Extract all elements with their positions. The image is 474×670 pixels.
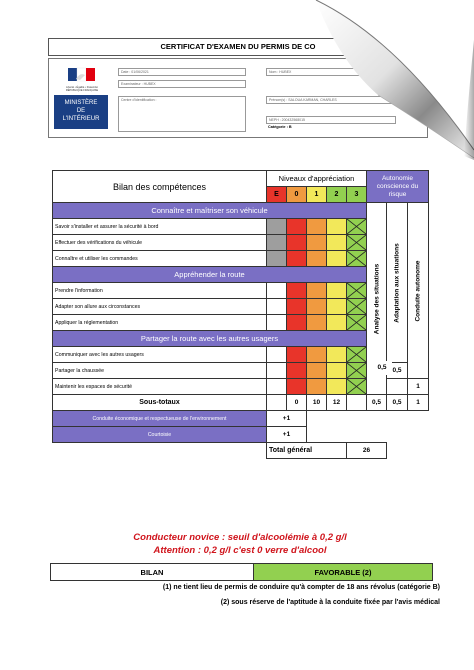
competence-item: Effectuer des vérifications du véhicule [53, 235, 267, 251]
competences-table [52, 170, 429, 459]
competence-item: Maintenir les espaces de sécurité [53, 379, 267, 395]
footnote-1: (1) ne tient lieu de permis de conduire qu'à compter de 18 ans révolus (catégorie B) [162, 584, 440, 591]
subtotal-value: 0 [287, 395, 307, 411]
checked-mark-icon [347, 235, 367, 251]
date-field: Date : 01/06/2021 [118, 68, 246, 76]
subtotal-value: 10 [307, 395, 327, 411]
level-e: E [267, 187, 287, 203]
subtotal-value: 12 [327, 395, 347, 411]
nom-field: Nom : HUBEX [266, 68, 396, 76]
competence-item: Adapter son allure aux circonstances [53, 299, 267, 315]
section-header: Connaître et maîtriser son véhicule [53, 203, 367, 219]
analyse-situations-column: Analyse des situations [367, 203, 387, 395]
competence-item: Prendre l'information [53, 283, 267, 299]
ministere-label: MINISTÈRE DE L'INTÉRIEUR [54, 95, 108, 129]
section-header: Partager la route avec les autres usagers [53, 331, 367, 347]
centre-field: Centre d'identification : [118, 96, 246, 132]
conduite-autonome-column: Conduite autonome [408, 203, 429, 379]
subtotal-value: 0,5 [367, 395, 387, 411]
subtotal-value: 0,5 [387, 395, 408, 411]
competence-item: Appliquer la réglementation [53, 315, 267, 331]
marianne-logo-icon [58, 66, 106, 88]
adaptation-value: 0,5 [387, 363, 408, 379]
page-curl-graphic [268, 0, 474, 160]
sous-totaux-row [53, 395, 429, 411]
bonus-row [53, 427, 429, 443]
autonomie-header: Autonomie conscience du risque [367, 171, 429, 203]
level-3: 3 [347, 187, 367, 203]
table-title: Bilan des compétences [53, 171, 267, 203]
bonus-label: Conduite économique et respectueuse de l'environnement [53, 411, 267, 427]
alcohol-warning-line1: Conducteur novice : seuil d'alcoolémie à 0,2 g/l [133, 532, 347, 543]
competence-item: Partager la chaussée [53, 363, 267, 379]
checked-mark-icon [347, 251, 367, 267]
checked-mark-icon [347, 347, 367, 363]
competence-item: Connaître et utiliser les commandes [53, 251, 267, 267]
analyse-value: 0,5 [372, 361, 392, 375]
bonus-value: +1 [267, 427, 307, 443]
alcohol-warning-line2: Attention : 0,2 g/l c'est 0 verre d'alcool [153, 545, 327, 556]
footnote-2: (2) sous réserve de l'aptitude à la conduite fixée par l'avis médical [220, 599, 440, 606]
republique-text: Liberté • Égalité • Fraternité RÉPUBLIQUE FRANÇAISE [65, 86, 99, 92]
checked-mark-icon [347, 379, 367, 395]
checked-mark-icon [347, 363, 367, 379]
conduite-autonome-value: 1 [408, 379, 429, 395]
sous-totaux-label: Sous-totaux [53, 395, 267, 411]
total-label: Total général [267, 443, 347, 459]
bilan-table [50, 563, 433, 581]
bilan-label: BILAN [51, 564, 254, 581]
section-header: Appréhender la route [53, 267, 367, 283]
examinateur-field: Examinateur : HUBEX [118, 80, 246, 88]
checked-mark-icon [347, 219, 367, 235]
competence-item: Communiquer avec les autres usagers [53, 347, 267, 363]
checked-mark-icon [347, 315, 367, 331]
competence-item: Savoir s'installer et assurer la sécurité à bord [53, 219, 267, 235]
categorie-field: Catégorie : B [268, 125, 292, 129]
subtotal-value: 1 [408, 395, 429, 411]
checked-mark-icon [347, 283, 367, 299]
prenom-field: Prénom(s) : SALOUA KARMAN, CHARLES [266, 96, 396, 104]
document-title: CERTIFICAT D'EXAMEN DU PERMIS DE CO [48, 38, 428, 56]
bilan-result: FAVORABLE (2) [254, 564, 433, 581]
level-2: 2 [327, 187, 347, 203]
total-value: 26 [347, 443, 387, 459]
level-1: 1 [307, 187, 327, 203]
total-row [53, 443, 429, 459]
checked-mark-icon [347, 299, 367, 315]
bonus-label: Courtoisie [53, 427, 267, 443]
neph-field: NEPH : 200432568015 [266, 116, 396, 124]
level-0: 0 [287, 187, 307, 203]
niveaux-header: Niveaux d'appréciation [267, 171, 367, 187]
bonus-row [53, 411, 429, 427]
adaptation-situations-column: Adaptation aux situations [387, 203, 408, 363]
bonus-value: +1 [267, 411, 307, 427]
